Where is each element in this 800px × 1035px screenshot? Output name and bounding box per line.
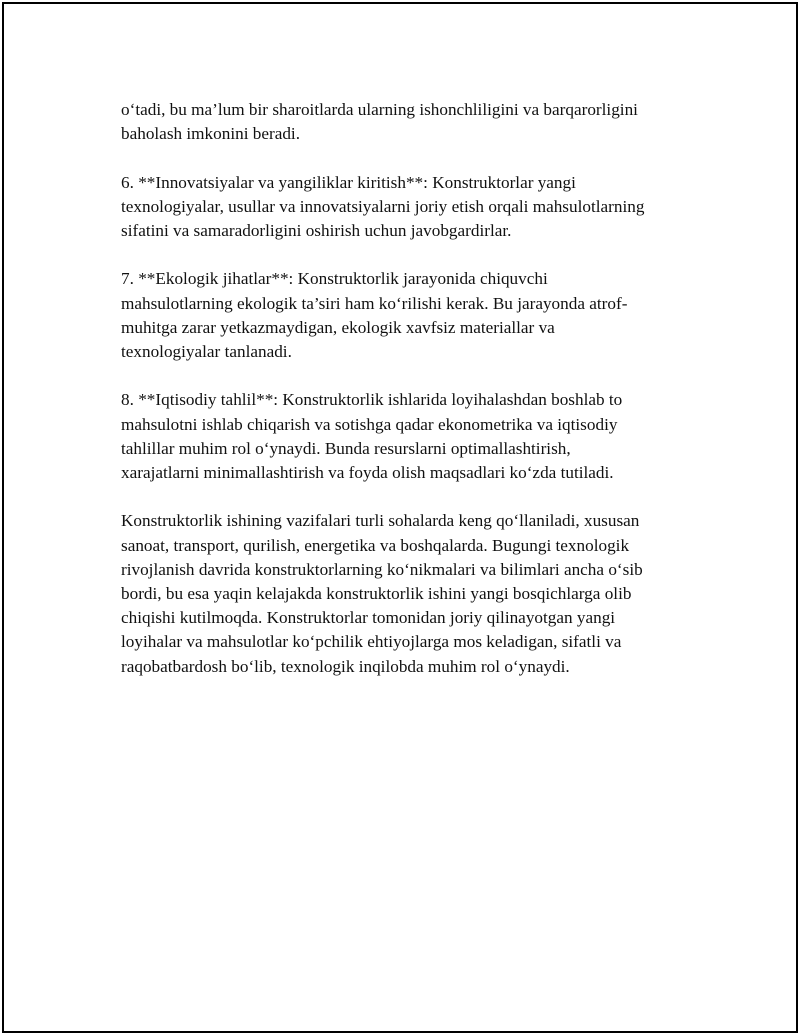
paragraph-item-8 bbox=[121, 388, 693, 485]
paragraph-item-7 bbox=[121, 267, 693, 364]
text-line: muhitga zarar yetkazmaydigan, ekologik xavfsiz materiallar va bbox=[121, 317, 555, 337]
text-line: raqobatbardosh bo‘lib, texnologik inqilobda muhim rol o‘ynaydi. bbox=[121, 656, 570, 676]
paragraph-conclusion bbox=[121, 509, 693, 678]
text-line: baholash imkonini beradi. bbox=[121, 124, 301, 144]
text-line: 8. **Iqtisodiy tahlil**: Konstruktorlik ishlarida loyihalashdan boshlab to bbox=[121, 390, 623, 410]
page-frame bbox=[2, 2, 798, 1033]
text-line: rivojlanish davrida konstruktorlarning ko‘nikmalari va bilimlari ancha o‘sib bbox=[121, 559, 643, 579]
text-line: loyihalar va mahsulotlar ko‘pchilik ehtiyojlarga mos keladigan, sifatli va bbox=[121, 632, 622, 652]
text-line: tahlillar muhim rol o‘ynaydi. Bunda resurslarni optimallashtirish, bbox=[121, 438, 571, 458]
text-line: o‘tadi, bu ma’lum bir sharoitlarda ularning ishonchliligini va barqarorligini bbox=[121, 100, 638, 119]
text-line: xarajatlarni minimallashtirish va foyda olish maqsadlari ko‘zda tutiladi. bbox=[121, 463, 614, 482]
text-line: sifatini va samaradorligini oshirish uchun javobgardirlar. bbox=[121, 221, 512, 240]
document-body bbox=[121, 98, 693, 703]
text-line: mahsulotlarning ekologik ta’siri ham ko‘rilishi kerak. Bu jarayonda atrof- bbox=[121, 293, 628, 313]
text-line: sanoat, transport, qurilish, energetika va boshqalarda. Bugungi texnologik bbox=[121, 535, 630, 555]
text-line: 7. **Ekologik jihatlar**: Konstruktorlik jarayonida chiquvchi bbox=[121, 269, 548, 289]
text-line: texnologiyalar, usullar va innovatsiyalarni joriy etish orqali mahsulotlarning bbox=[121, 196, 645, 216]
text-line: Konstruktorlik ishining vazifalari turli sohalarda keng qo‘llaniladi, xususan bbox=[121, 511, 640, 531]
text-line: texnologiyalar tanlanadi. bbox=[121, 342, 292, 361]
paragraph-item-6 bbox=[121, 171, 693, 244]
text-line: mahsulotni ishlab chiqarish va sotishga qadar ekonometrika va iqtisodiy bbox=[121, 414, 618, 434]
text-line: chiqishi kutilmoqda. Konstruktorlar tomonidan joriy qilinayotgan yangi bbox=[121, 608, 616, 628]
paragraph-continuation bbox=[121, 98, 693, 146]
text-line: 6. **Innovatsiyalar va yangiliklar kiritish**: Konstruktorlar yangi bbox=[121, 172, 576, 192]
text-line: bordi, bu esa yaqin kelajakda konstruktorlik ishini yangi bosqichlarga olib bbox=[121, 584, 632, 603]
